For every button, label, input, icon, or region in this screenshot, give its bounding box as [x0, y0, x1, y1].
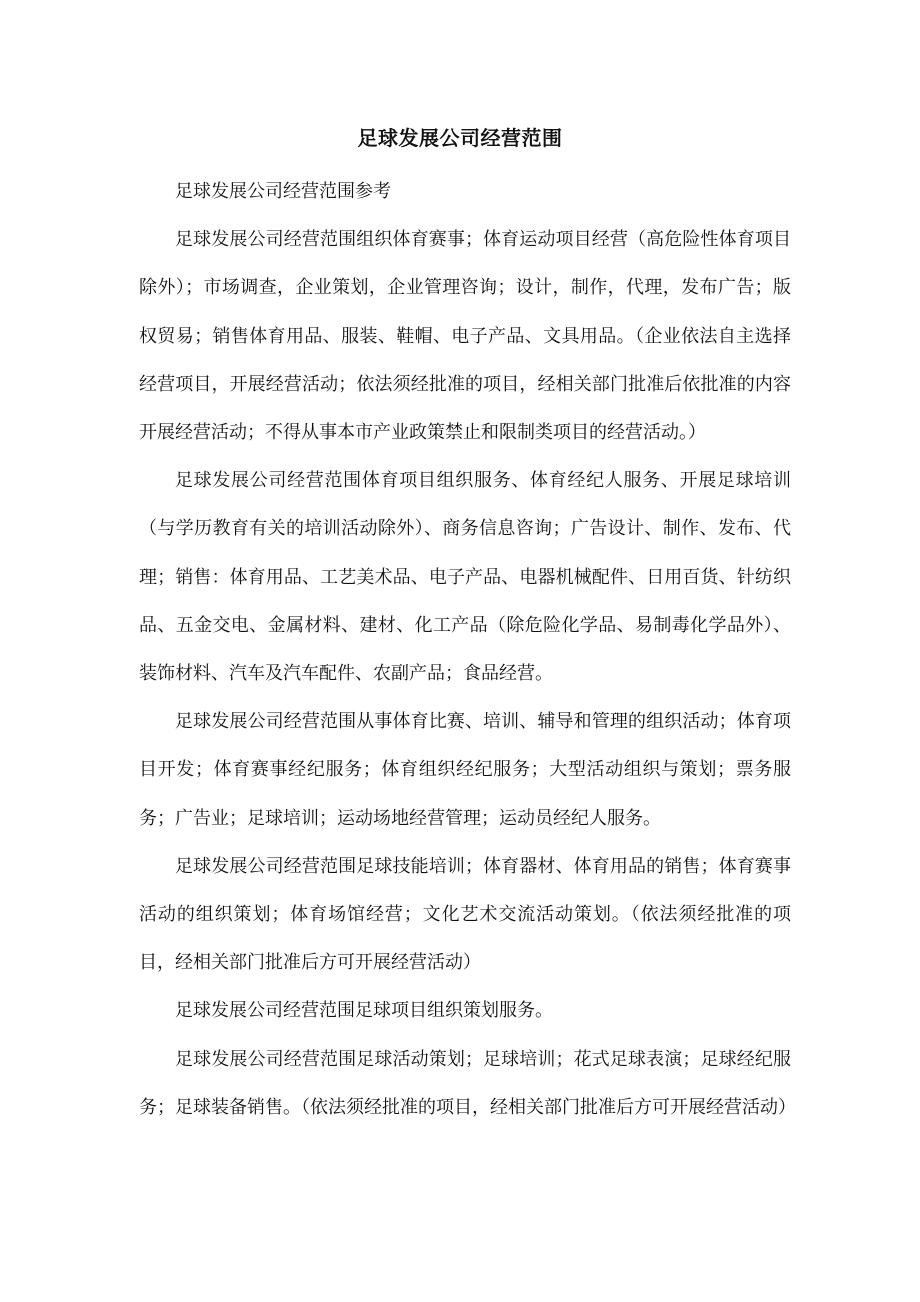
- paragraph-1: 足球发展公司经营范围组织体育赛事；体育运动项目经营（高危险性体育项目除外）；市场调查，企业策划，企业管理咨询；设计，制作，代理，发布广告；版权贸易；销售体育用品、服装、鞋帽、电子产品、文具用品。（企业依法自主选择经营项目，开展经营活动；依法须经批准的项目，经相关部门批准后依批准的内容开展经营活动；不得从事本市产业政策禁止和限制类项目的经营活动。）: [139, 229, 791, 444]
- paragraph-5: 足球发展公司经营范围足球项目组织策划服务。: [175, 1000, 553, 1022]
- paragraph-6: 足球发展公司经营范围足球活动策划；足球培训；花式足球表演；足球经纪服务；足球装备销售。（依法须经批准的项目，经相关部门批准后方可开展经营活动）: [139, 1048, 796, 1118]
- paragraph-2: 足球发展公司经营范围体育项目组织服务、体育经纪人服务、开展足球培训（与学历教育有关的培训活动除外）、商务信息咨询；广告设计、制作、发布、代理；销售：体育用品、工艺美术品、电子产品、电器机械配件、日用百货、针纺织品、五金交电、金属材料、建材、化工产品（除危险化学品、易制毒化学品外）、装饰材料、汽车及汽车配件、农副产品；食品经营。: [139, 470, 791, 685]
- paragraph-reference: 足球发展公司经营范围参考: [175, 181, 391, 202]
- document-body: [139, 168, 796, 1132]
- paragraph-3: 足球发展公司经营范围从事体育比赛、培训、辅导和管理的组织活动；体育项目开发；体育赛事经纪服务；体育组织经纪服务；大型活动组织与策划；票务服务；广告业；足球培训；运动场地经营管理；运动员经纪人服务。: [139, 711, 791, 829]
- document-title: 足球发展公司经营范围: [357, 126, 563, 150]
- paragraph-4: 足球发展公司经营范围足球技能培训；体育器材、体育用品的销售；体育赛事活动的组织策划；体育场馆经营；文化艺术交流活动策划。（依法须经批准的项目，经相关部门批准后方可开展经营活动）: [139, 855, 791, 974]
